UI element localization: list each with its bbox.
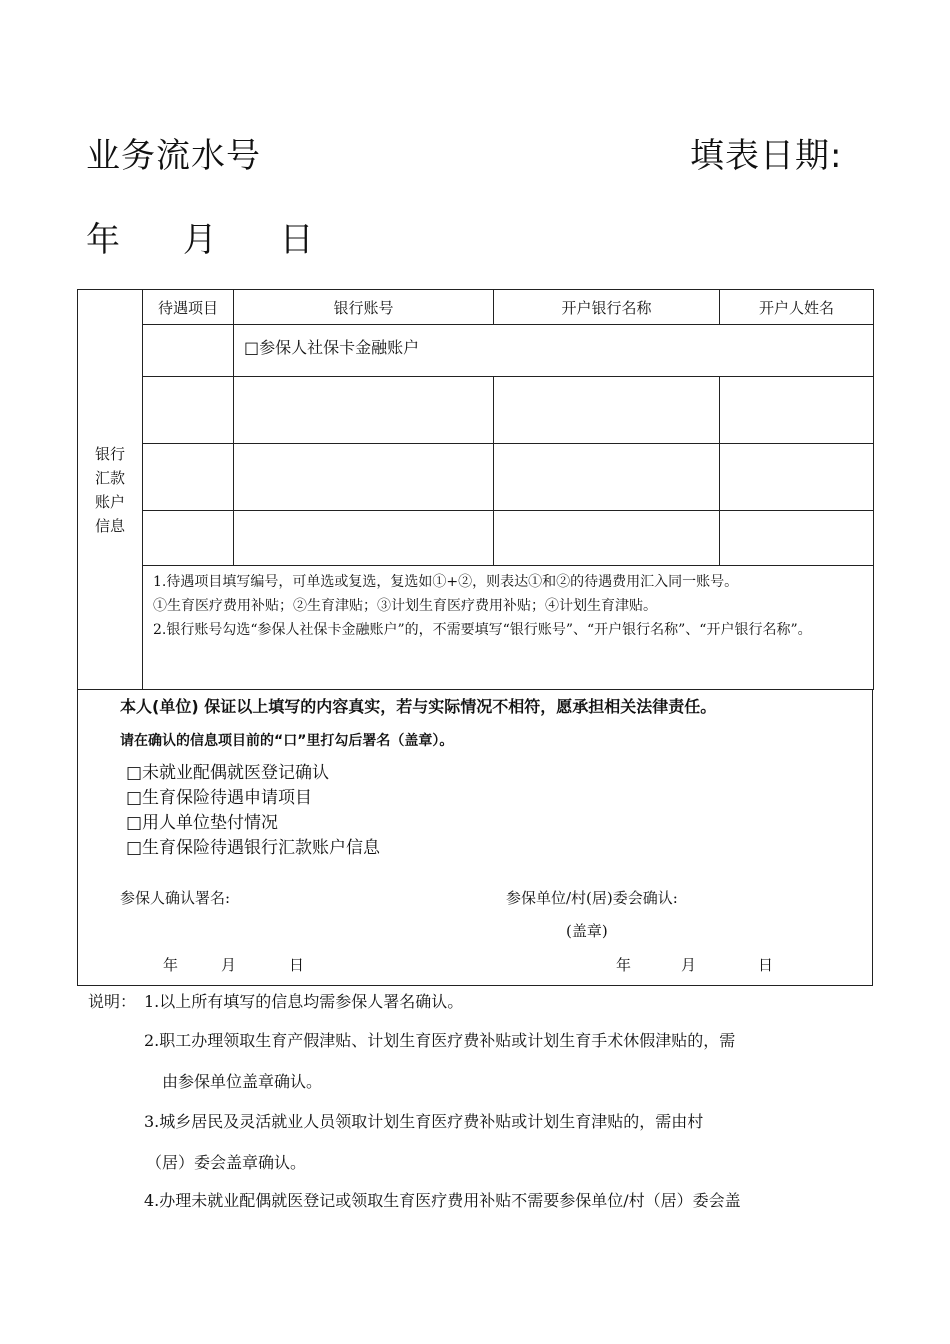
col-bank-name: 开户银行名称 — [494, 290, 720, 325]
side-label-line: 汇款 — [94, 468, 125, 487]
footnote-item: （居）委会盖章确认。 — [146, 1153, 307, 1172]
serial-number-label: 业务流水号 — [86, 136, 261, 176]
bank-name-cell[interactable] — [494, 511, 720, 566]
checkbox-employer-advance[interactable]: □用人单位垫付情况 — [126, 813, 279, 833]
footnote-item: 4.办理未就业配偶就医登记或领取生育医疗费用补贴不需要参保单位/村（居）委会盖 — [144, 1191, 741, 1210]
footnote-item: 由参保单位盖章确认。 — [162, 1072, 323, 1091]
footnote-prefix: 说明： — [88, 992, 137, 1011]
year-label: 年 — [86, 220, 121, 260]
check-instruction: 请在确认的信息项目前的“口”里打勾后署名（盖章）。 — [120, 733, 454, 749]
benefit-item-cell[interactable] — [143, 377, 234, 444]
unit-year: 年 — [616, 956, 632, 974]
side-label-line: 银行 — [94, 444, 125, 463]
fill-date-fields — [86, 212, 315, 261]
table-row — [78, 325, 874, 377]
note-item: ①生育医疗费用补贴；②生育津贴；③计划生育医疗费用补贴；④计划生育津贴。 — [153, 598, 657, 614]
insured-day: 日 — [289, 956, 305, 974]
note-item: 1.待遇项目填写编号，可单选或复选，复选如①+②，则表达①和②的待遇费用汇入同一账号。 — [153, 574, 739, 590]
checkbox-spouse-registration[interactable]: □未就业配偶就医登记确认 — [126, 763, 330, 783]
side-label-line: 账户 — [94, 492, 125, 511]
checkbox-bank-account-info[interactable]: □生育保险待遇银行汇款账户信息 — [126, 838, 381, 858]
footnote-item: 1.以上所有填写的信息均需参保人署名确认。 — [144, 992, 464, 1011]
insured-month: 月 — [221, 956, 237, 974]
table-header-row — [78, 290, 874, 325]
bank-account-cell[interactable] — [234, 444, 494, 511]
col-benefit-item: 待遇项目 — [143, 290, 234, 325]
day-label: 日 — [279, 220, 315, 260]
checkbox-benefit-application[interactable]: □生育保险待遇申请项目 — [126, 788, 313, 808]
seal-label: (盖章) — [566, 922, 608, 940]
col-bank-account: 银行账号 — [234, 290, 494, 325]
footnote-item: 2.职工办理领取生育产假津贴、计划生育医疗费补贴或计划生育手术休假津贴的，需 — [144, 1031, 736, 1050]
confirmation-section — [77, 690, 873, 986]
unit-day: 日 — [758, 956, 774, 974]
benefit-item-cell[interactable] — [143, 444, 234, 511]
pledge-statement: 本人(单位) 保证以上填写的内容真实，若与实际情况不相符，愿承担相关法律责任。 — [120, 697, 717, 716]
table-notes — [143, 566, 874, 690]
insured-year: 年 — [163, 956, 179, 974]
bank-account-table — [77, 289, 874, 690]
bank-account-cell[interactable] — [234, 511, 494, 566]
side-label-line: 信息 — [94, 516, 125, 535]
month-label: 月 — [182, 220, 218, 260]
table-row — [78, 444, 874, 511]
insured-signature-label: 参保人确认署名: — [120, 889, 231, 907]
social-card-option[interactable]: □参保人社保卡金融账户 — [234, 325, 874, 377]
table-row — [78, 511, 874, 566]
footnote-item: 3.城乡居民及灵活就业人员领取计划生育医疗费补贴或计划生育津贴的，需由村 — [144, 1112, 704, 1131]
benefit-item-cell[interactable] — [143, 325, 234, 377]
holder-name-cell[interactable] — [720, 511, 874, 566]
bank-name-cell[interactable] — [494, 377, 720, 444]
confirm-checklist — [126, 761, 380, 861]
col-holder-name: 开户人姓名 — [720, 290, 874, 325]
fill-date-label: 填表日期: — [690, 136, 843, 176]
unit-confirm-label: 参保单位/村(居)委会确认: — [506, 889, 678, 907]
note-item: 2.银行账号勾选“参保人社保卡金融账户”的，不需要填写“银行账号”、“开户银行名称”、“开户银行名称”。 — [153, 622, 812, 638]
table-row — [78, 377, 874, 444]
holder-name-cell[interactable] — [720, 377, 874, 444]
benefit-item-cell[interactable] — [143, 511, 234, 566]
bank-name-cell[interactable] — [494, 444, 720, 511]
notes-row — [78, 566, 874, 690]
bank-account-cell[interactable] — [234, 377, 494, 444]
holder-name-cell[interactable] — [720, 444, 874, 511]
bank-account-side-label — [78, 290, 143, 690]
unit-month: 月 — [681, 956, 697, 974]
